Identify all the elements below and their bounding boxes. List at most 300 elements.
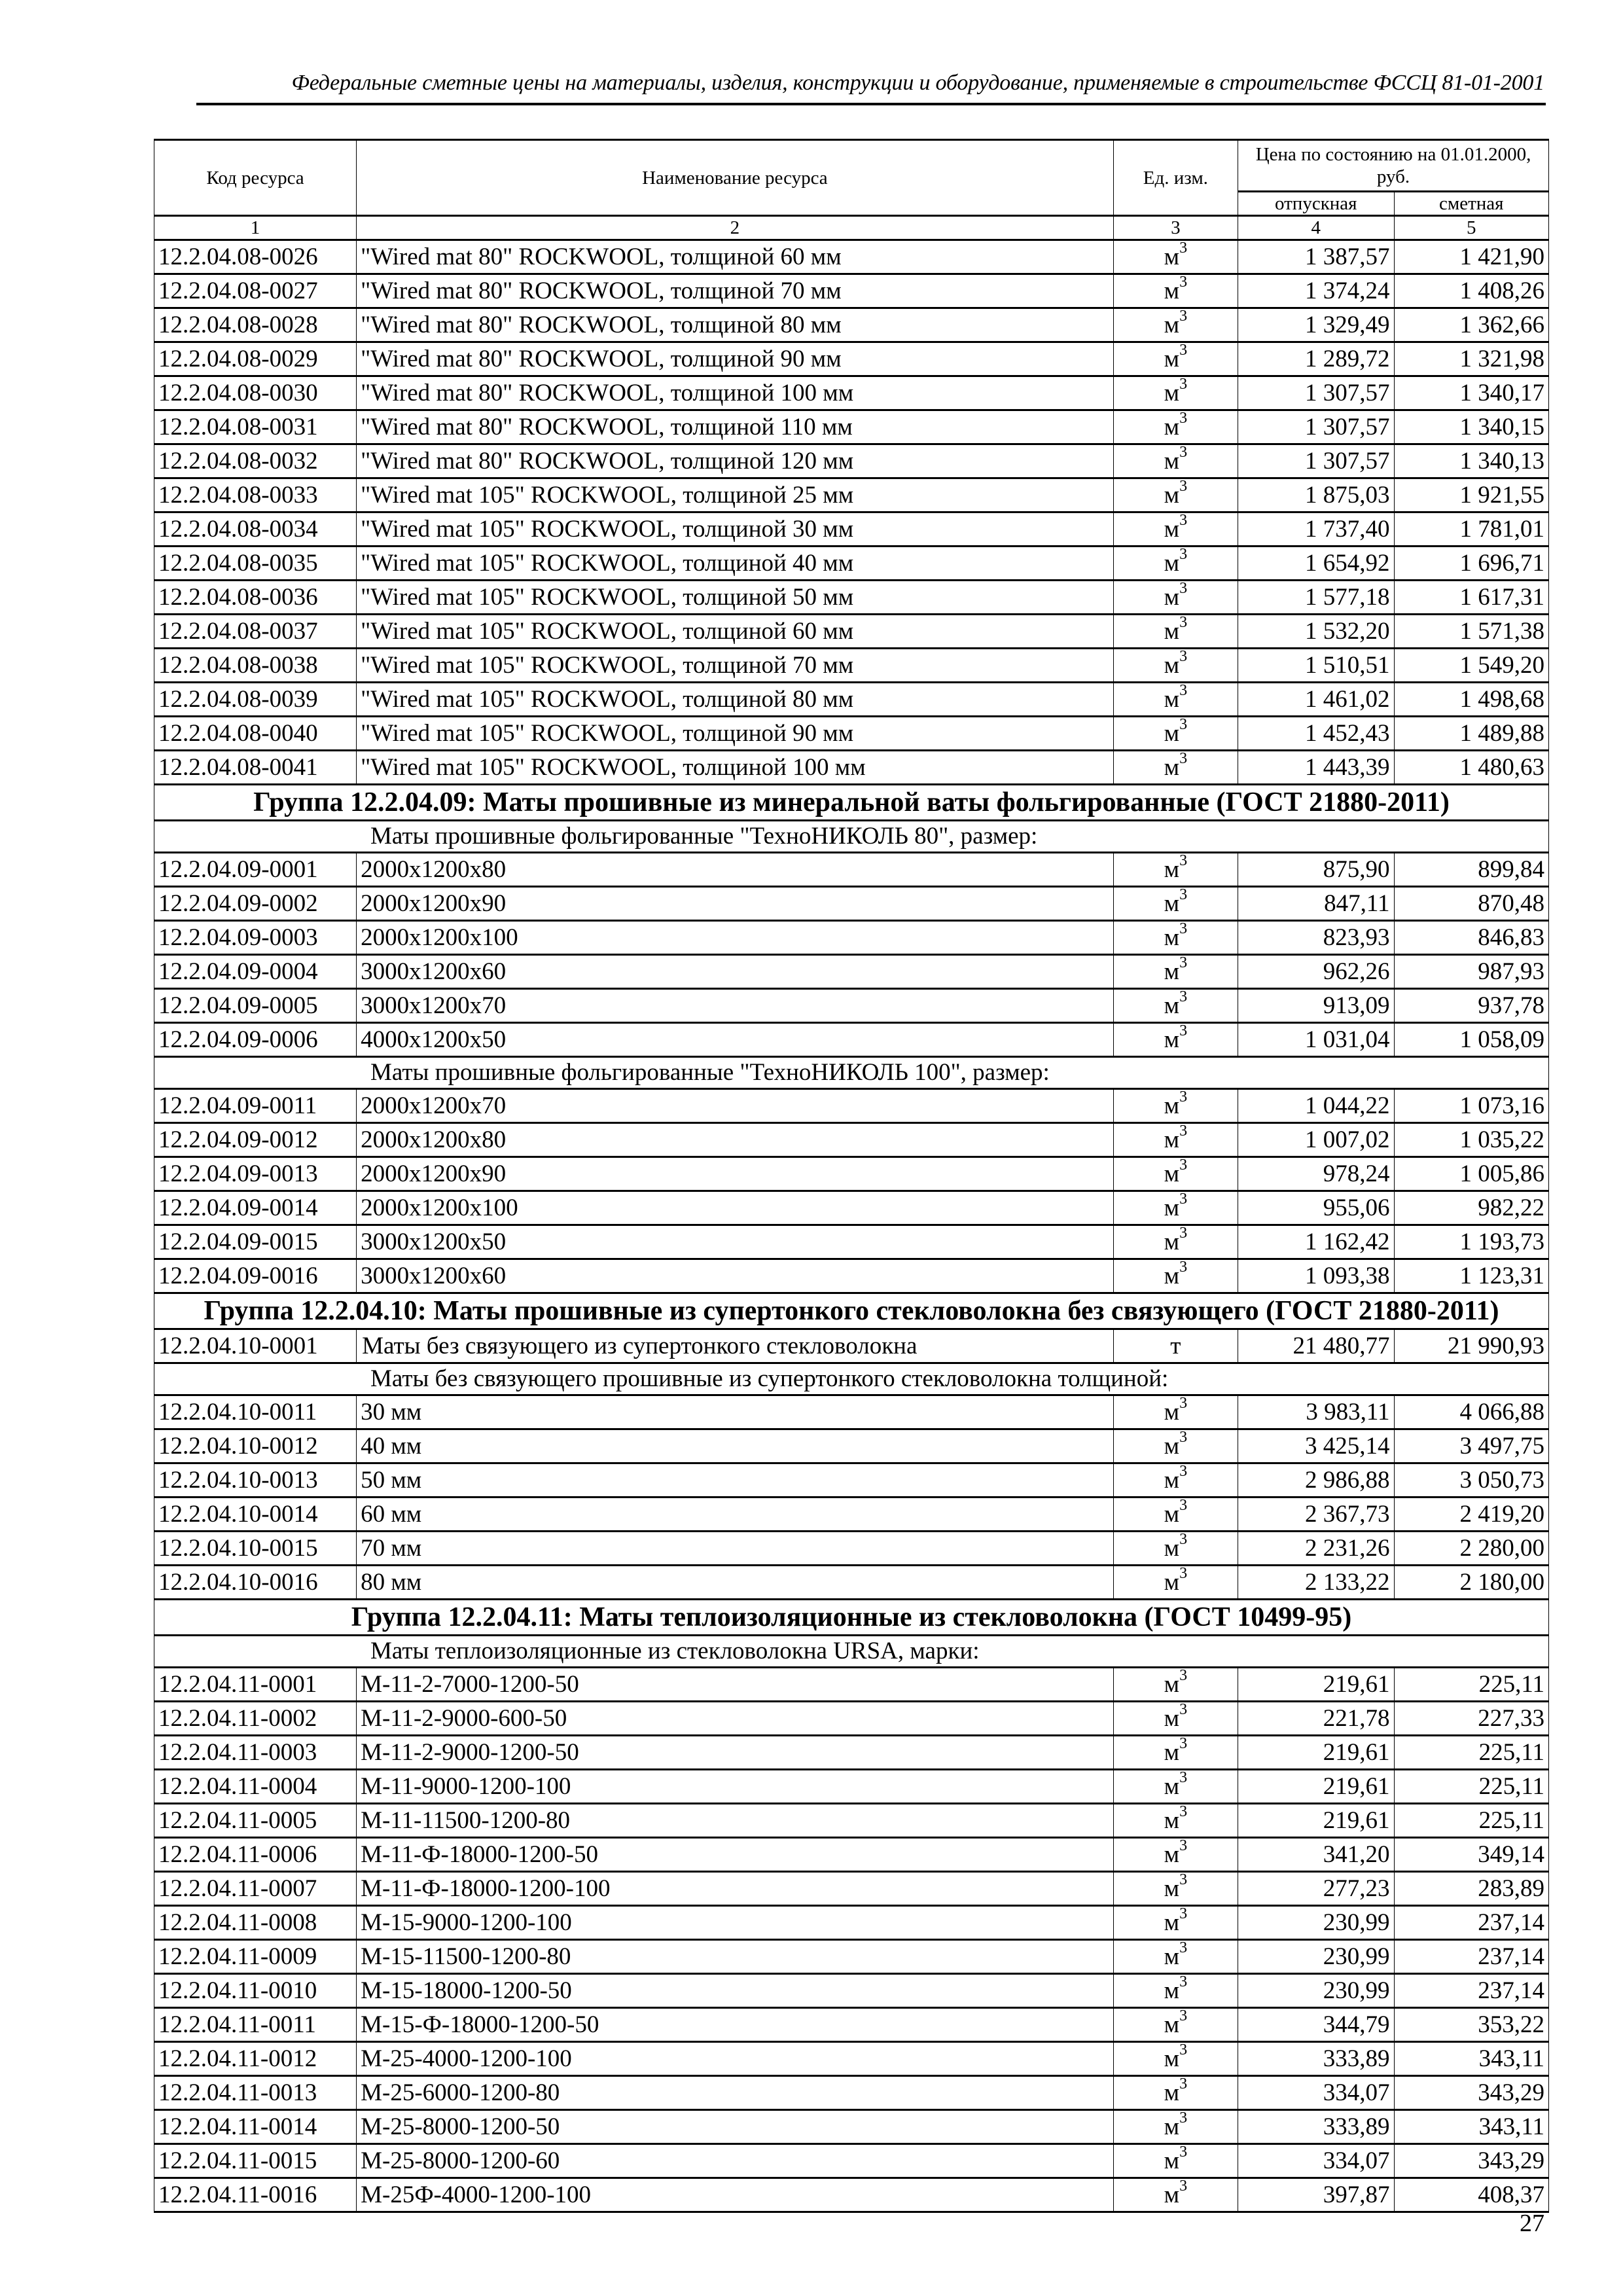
estimate-price: 1 340,13 (1394, 444, 1548, 478)
unit-cell (1113, 1770, 1238, 1804)
estimate-price: 846,83 (1394, 921, 1548, 955)
group-heading-row (154, 1293, 1549, 1329)
column-header-price-group: Цена по состоянию на 01.01.2000, руб. (1238, 140, 1549, 192)
table-row (154, 853, 1549, 887)
table-row (154, 308, 1549, 342)
unit-cell (1113, 342, 1238, 376)
unit-superscript: 3 (1179, 1088, 1188, 1106)
release-price: 1 737,40 (1238, 512, 1394, 547)
table-row (154, 683, 1549, 717)
unit-superscript: 3 (1179, 1701, 1188, 1719)
unit-cell (1113, 2144, 1238, 2178)
estimate-price: 237,14 (1394, 1906, 1548, 1940)
estimate-price: 408,37 (1394, 2178, 1548, 2212)
estimate-price: 227,33 (1394, 1702, 1548, 1736)
resource-code: 12.2.04.09-0012 (154, 1123, 357, 1157)
unit: м (1164, 685, 1180, 713)
resource-name: М-25-8000-1200-60 (357, 2144, 1114, 2178)
column-header-estimate-price: сметная (1394, 192, 1548, 216)
release-price: 219,61 (1238, 1804, 1394, 1838)
unit-cell (1113, 444, 1238, 478)
unit: м (1164, 1840, 1180, 1868)
unit-cell (1113, 1225, 1238, 1259)
unit: м (1164, 1126, 1180, 1153)
estimate-price: 343,29 (1394, 2144, 1548, 2178)
unit-cell (1113, 1498, 1238, 1532)
resource-code: 12.2.04.08-0041 (154, 751, 357, 785)
resource-name: 2000х1200х80 (357, 1123, 1114, 1157)
release-price: 21 480,77 (1238, 1329, 1394, 1363)
group-heading: Группа 12.2.04.09: Маты прошивные из минеральной ваты фольгированные (ГОСТ 21880-2011) (154, 785, 1549, 821)
unit: м (1164, 651, 1180, 679)
unit-superscript: 3 (1179, 1769, 1188, 1787)
column-number-2: 2 (357, 216, 1114, 240)
unit-superscript: 3 (1179, 2075, 1188, 2093)
estimate-price: 2 280,00 (1394, 1532, 1548, 1566)
resource-name: М-11-Ф-18000-1200-100 (357, 1872, 1114, 1906)
release-price: 341,20 (1238, 1838, 1394, 1872)
unit: м (1164, 243, 1180, 270)
resource-code: 12.2.04.08-0032 (154, 444, 357, 478)
resource-name: 2000х1200х100 (357, 921, 1114, 955)
estimate-price: 283,89 (1394, 1872, 1548, 1906)
unit-superscript: 3 (1179, 1667, 1188, 1685)
resource-code: 12.2.04.10-0013 (154, 1463, 357, 1498)
unit-cell (1113, 1872, 1238, 1906)
unit-cell (1113, 1804, 1238, 1838)
unit-cell (1113, 683, 1238, 717)
unit: м (1164, 924, 1180, 951)
estimate-price: 1 696,71 (1394, 547, 1548, 581)
resource-name: 3000х1200х70 (357, 989, 1114, 1023)
unit: м (1164, 2011, 1180, 2038)
resource-code: 12.2.04.09-0011 (154, 1089, 357, 1123)
unit-superscript: 3 (1179, 444, 1188, 461)
release-price: 1 044,22 (1238, 1089, 1394, 1123)
unit: м (1164, 1943, 1180, 1970)
resource-code: 12.2.04.09-0003 (154, 921, 357, 955)
unit: т (1170, 1332, 1181, 1359)
table-row (154, 1463, 1549, 1498)
unit-superscript: 3 (1179, 376, 1188, 393)
price-table (154, 139, 1549, 2213)
table-body (154, 240, 1549, 2212)
release-price: 1 162,42 (1238, 1225, 1394, 1259)
unit-superscript: 3 (1179, 750, 1188, 768)
unit-cell (1113, 410, 1238, 444)
resource-code: 12.2.04.09-0013 (154, 1157, 357, 1191)
unit-cell (1113, 1329, 1238, 1363)
unit-cell (1113, 512, 1238, 547)
unit: м (1164, 2113, 1180, 2140)
table-row (154, 1736, 1549, 1770)
resource-name: "Wired mat 80" ROCKWOOL, толщиной 60 мм (357, 240, 1114, 274)
table-row (154, 1329, 1549, 1363)
unit: м (1164, 1466, 1180, 1494)
unit-cell (1113, 2110, 1238, 2144)
unit: м (1164, 992, 1180, 1019)
unit-superscript: 3 (1179, 1565, 1188, 1583)
resource-code: 12.2.04.09-0002 (154, 887, 357, 921)
resource-code: 12.2.04.11-0012 (154, 2042, 357, 2076)
table-row (154, 1872, 1549, 1906)
estimate-price: 1 005,86 (1394, 1157, 1548, 1191)
table-row (154, 1838, 1549, 1872)
unit-superscript: 3 (1179, 2041, 1188, 2059)
release-price: 875,90 (1238, 853, 1394, 887)
release-price: 1 532,20 (1238, 615, 1394, 649)
table-row (154, 1395, 1549, 1429)
release-price: 2 986,88 (1238, 1463, 1394, 1498)
unit-superscript: 3 (1179, 1259, 1188, 1276)
release-price: 1 510,51 (1238, 649, 1394, 683)
estimate-price: 1 617,31 (1394, 581, 1548, 615)
table-row (154, 2110, 1549, 2144)
column-number-3: 3 (1113, 216, 1238, 240)
resource-code: 12.2.04.09-0004 (154, 955, 357, 989)
resource-code: 12.2.04.08-0040 (154, 717, 357, 751)
resource-name: М-15-9000-1200-100 (357, 1906, 1114, 1940)
unit: м (1164, 617, 1180, 645)
resource-name: "Wired mat 105" ROCKWOOL, толщиной 30 мм (357, 512, 1114, 547)
table-row (154, 1157, 1549, 1191)
table-row (154, 1123, 1549, 1157)
resource-name: "Wired mat 80" ROCKWOOL, толщиной 100 мм (357, 376, 1114, 410)
unit-cell (1113, 1838, 1238, 1872)
unit-cell (1113, 1463, 1238, 1498)
unit-cell (1113, 1023, 1238, 1057)
unit: м (1164, 1160, 1180, 1187)
resource-code: 12.2.04.08-0028 (154, 308, 357, 342)
release-price: 344,79 (1238, 2008, 1394, 2042)
unit-superscript: 3 (1179, 1191, 1188, 1208)
unit: м (1164, 855, 1180, 883)
unit-superscript: 3 (1179, 1122, 1188, 1140)
unit-superscript: 3 (1179, 1429, 1188, 1446)
resource-name: 3000х1200х60 (357, 955, 1114, 989)
estimate-price: 987,93 (1394, 955, 1548, 989)
resource-name: 2000х1200х100 (357, 1191, 1114, 1225)
resource-code: 12.2.04.08-0033 (154, 478, 357, 512)
unit-superscript: 3 (1179, 1225, 1188, 1242)
estimate-price: 1 549,20 (1394, 649, 1548, 683)
estimate-price: 225,11 (1394, 1804, 1548, 1838)
unit-cell (1113, 955, 1238, 989)
table-row (154, 444, 1549, 478)
unit: м (1164, 1194, 1180, 1221)
running-header: Федеральные сметные цены на материалы, изделия, конструкции и оборудование, применяемые в строительстве ФССЦ 81-01-2001 (291, 71, 1544, 95)
estimate-price: 1 193,73 (1394, 1225, 1548, 1259)
resource-name: "Wired mat 105" ROCKWOOL, толщиной 90 мм (357, 717, 1114, 751)
release-price: 333,89 (1238, 2110, 1394, 2144)
release-price: 1 461,02 (1238, 683, 1394, 717)
group-heading-row (154, 1600, 1549, 1636)
resource-code: 12.2.04.08-0026 (154, 240, 357, 274)
unit: м (1164, 1670, 1180, 1698)
group-heading: Группа 12.2.04.10: Маты прошивные из супертонкого стекловолокна без связующего (ГОСТ 21880-2011) (154, 1293, 1549, 1329)
release-price: 333,89 (1238, 2042, 1394, 2076)
resource-code: 12.2.04.08-0030 (154, 376, 357, 410)
table-row (154, 1089, 1549, 1123)
resource-code: 12.2.04.11-0005 (154, 1804, 357, 1838)
unit-superscript: 3 (1179, 1531, 1188, 1549)
unit: м (1164, 1500, 1180, 1528)
table-row (154, 1804, 1549, 1838)
table-row (154, 342, 1549, 376)
estimate-price: 937,78 (1394, 989, 1548, 1023)
table-row (154, 649, 1549, 683)
unit-cell (1113, 649, 1238, 683)
estimate-price: 1 489,88 (1394, 717, 1548, 751)
resource-code: 12.2.04.08-0029 (154, 342, 357, 376)
release-price: 1 307,57 (1238, 444, 1394, 478)
estimate-price: 2 180,00 (1394, 1566, 1548, 1600)
unit: м (1164, 1909, 1180, 1936)
unit-cell (1113, 1566, 1238, 1600)
subgroup-heading: Маты прошивные фольгированные "ТехноНИКОЛЬ 100", размер: (154, 1057, 1549, 1089)
unit-superscript: 3 (1179, 2109, 1188, 2127)
resource-name: М-11-2-9000-600-50 (357, 1702, 1114, 1736)
unit-superscript: 3 (1179, 2007, 1188, 2025)
unit: м (1164, 1806, 1180, 1834)
estimate-price: 225,11 (1394, 1736, 1548, 1770)
resource-name: 3000х1200х60 (357, 1259, 1114, 1293)
unit-superscript: 3 (1179, 1803, 1188, 1821)
unit-cell (1113, 376, 1238, 410)
unit-superscript: 3 (1179, 1497, 1188, 1515)
table-row (154, 2144, 1549, 2178)
unit-cell (1113, 1906, 1238, 1940)
table-row (154, 2042, 1549, 2076)
table-row (154, 1191, 1549, 1225)
table-row (154, 581, 1549, 615)
unit-superscript: 3 (1179, 1905, 1188, 1923)
unit-superscript: 3 (1179, 954, 1188, 972)
unit: м (1164, 447, 1180, 475)
column-header-code: Код ресурса (154, 140, 357, 216)
unit-cell (1113, 308, 1238, 342)
resource-code: 12.2.04.08-0037 (154, 615, 357, 649)
release-price: 221,78 (1238, 1702, 1394, 1736)
release-price: 277,23 (1238, 1872, 1394, 1906)
release-price: 955,06 (1238, 1191, 1394, 1225)
unit-superscript: 3 (1179, 1022, 1188, 1040)
unit: м (1164, 1262, 1180, 1289)
table-row (154, 615, 1549, 649)
resource-name: М-11-2-7000-1200-50 (357, 1668, 1114, 1702)
unit-cell (1113, 989, 1238, 1023)
resource-name: "Wired mat 105" ROCKWOOL, толщиной 100 мм (357, 751, 1114, 785)
release-price: 847,11 (1238, 887, 1394, 921)
column-header-unit: Ед. изм. (1113, 140, 1238, 216)
table-row (154, 1225, 1549, 1259)
resource-code: 12.2.04.10-0001 (154, 1329, 357, 1363)
unit: м (1164, 1534, 1180, 1562)
unit: м (1164, 379, 1180, 406)
table-row (154, 1668, 1549, 1702)
estimate-price: 2 419,20 (1394, 1498, 1548, 1532)
unit: м (1164, 1092, 1180, 1119)
resource-name: 2000х1200х80 (357, 853, 1114, 887)
unit-cell (1113, 2178, 1238, 2212)
unit: м (1164, 1568, 1180, 1596)
resource-code: 12.2.04.11-0009 (154, 1940, 357, 1974)
unit-cell (1113, 1532, 1238, 1566)
release-price: 1 374,24 (1238, 274, 1394, 308)
unit-superscript: 3 (1179, 1973, 1188, 1991)
resource-name: М-15-18000-1200-50 (357, 1974, 1114, 2008)
subgroup-heading: Маты прошивные фольгированные "ТехноНИКОЛЬ 80", размер: (154, 821, 1549, 853)
release-price: 219,61 (1238, 1770, 1394, 1804)
release-price: 219,61 (1238, 1668, 1394, 1702)
estimate-price: 21 990,93 (1394, 1329, 1548, 1363)
unit: м (1164, 2079, 1180, 2106)
unit: м (1164, 2181, 1180, 2208)
unit-superscript: 3 (1179, 580, 1188, 598)
unit-superscript: 3 (1179, 920, 1188, 938)
unit-cell (1113, 240, 1238, 274)
table-row (154, 512, 1549, 547)
resource-code: 12.2.04.09-0016 (154, 1259, 357, 1293)
release-price: 1 093,38 (1238, 1259, 1394, 1293)
release-price: 1 875,03 (1238, 478, 1394, 512)
table-row (154, 1702, 1549, 1736)
resource-name: "Wired mat 80" ROCKWOOL, толщиной 80 мм (357, 308, 1114, 342)
release-price: 230,99 (1238, 1940, 1394, 1974)
estimate-price: 1 340,15 (1394, 410, 1548, 444)
estimate-price: 1 073,16 (1394, 1089, 1548, 1123)
table-row (154, 955, 1549, 989)
subgroup-heading-row (154, 1363, 1549, 1395)
estimate-price: 237,14 (1394, 1940, 1548, 1974)
subgroup-heading-row (154, 821, 1549, 853)
estimate-price: 3 050,73 (1394, 1463, 1548, 1498)
column-header-name: Наименование ресурса (357, 140, 1114, 216)
unit-superscript: 3 (1179, 886, 1188, 904)
release-price: 1 452,43 (1238, 717, 1394, 751)
resource-name: 50 мм (357, 1463, 1114, 1498)
resource-code: 12.2.04.10-0011 (154, 1395, 357, 1429)
unit-cell (1113, 921, 1238, 955)
unit: м (1164, 311, 1180, 338)
release-price: 2 231,26 (1238, 1532, 1394, 1566)
resource-code: 12.2.04.11-0011 (154, 2008, 357, 2042)
header-rule (196, 103, 1546, 105)
estimate-price: 1 058,09 (1394, 1023, 1548, 1057)
unit-cell (1113, 853, 1238, 887)
table-row (154, 2076, 1549, 2110)
estimate-price: 343,11 (1394, 2042, 1548, 2076)
release-price: 913,09 (1238, 989, 1394, 1023)
resource-name: "Wired mat 105" ROCKWOOL, толщиной 50 мм (357, 581, 1114, 615)
unit-cell (1113, 2076, 1238, 2110)
unit-superscript: 3 (1179, 308, 1188, 325)
group-heading-row (154, 785, 1549, 821)
unit-cell (1113, 478, 1238, 512)
estimate-price: 343,29 (1394, 2076, 1548, 2110)
table-row (154, 547, 1549, 581)
unit-cell (1113, 1191, 1238, 1225)
unit-cell (1113, 1940, 1238, 1974)
subgroup-heading-row (154, 1057, 1549, 1089)
table-row (154, 1974, 1549, 2008)
unit: м (1164, 1398, 1180, 1426)
resource-code: 12.2.04.11-0003 (154, 1736, 357, 1770)
resource-name: "Wired mat 80" ROCKWOOL, толщиной 110 мм (357, 410, 1114, 444)
column-header-release-price: отпускная (1238, 192, 1394, 216)
release-price: 1 443,39 (1238, 751, 1394, 785)
release-price: 1 387,57 (1238, 240, 1394, 274)
unit-cell (1113, 887, 1238, 921)
unit: м (1164, 345, 1180, 372)
subgroup-heading: Маты без связующего прошивные из супертонкого стекловолокна толщиной: (154, 1363, 1549, 1395)
unit: м (1164, 1432, 1180, 1460)
unit: м (1164, 2147, 1180, 2174)
estimate-price: 1 571,38 (1394, 615, 1548, 649)
resource-name: "Wired mat 105" ROCKWOOL, толщиной 70 мм (357, 649, 1114, 683)
resource-name: М-11-Ф-18000-1200-50 (357, 1838, 1114, 1872)
table-row (154, 1566, 1549, 1600)
estimate-price: 1 421,90 (1394, 240, 1548, 274)
unit: м (1164, 889, 1180, 917)
unit: м (1164, 958, 1180, 985)
resource-code: 12.2.04.11-0001 (154, 1668, 357, 1702)
unit: м (1164, 549, 1180, 577)
unit-cell (1113, 717, 1238, 751)
resource-code: 12.2.04.08-0039 (154, 683, 357, 717)
unit: м (1164, 1026, 1180, 1053)
unit-cell (1113, 547, 1238, 581)
unit: м (1164, 481, 1180, 509)
resource-code: 12.2.04.08-0027 (154, 274, 357, 308)
unit-superscript: 3 (1179, 2178, 1188, 2195)
unit-superscript: 3 (1179, 716, 1188, 734)
estimate-price: 1 408,26 (1394, 274, 1548, 308)
table-row (154, 887, 1549, 921)
unit-cell (1113, 1395, 1238, 1429)
estimate-price: 1 321,98 (1394, 342, 1548, 376)
resource-code: 12.2.04.08-0031 (154, 410, 357, 444)
page-number: 27 (1520, 2210, 1544, 2237)
table-row (154, 1906, 1549, 1940)
resource-code: 12.2.04.11-0013 (154, 2076, 357, 2110)
table-row (154, 1498, 1549, 1532)
table-row (154, 921, 1549, 955)
subgroup-heading: Маты теплоизоляционные из стекловолокна URSA, марки: (154, 1636, 1549, 1668)
estimate-price: 899,84 (1394, 853, 1548, 887)
resource-name: "Wired mat 105" ROCKWOOL, толщиной 40 мм (357, 547, 1114, 581)
table-row (154, 717, 1549, 751)
unit-cell (1113, 1668, 1238, 1702)
release-price: 230,99 (1238, 1906, 1394, 1940)
unit-superscript: 3 (1179, 546, 1188, 564)
unit-superscript: 3 (1179, 2144, 1188, 2161)
estimate-price: 1 921,55 (1394, 478, 1548, 512)
release-price: 1 654,92 (1238, 547, 1394, 581)
estimate-price: 1 781,01 (1394, 512, 1548, 547)
resource-name: 2000х1200х70 (357, 1089, 1114, 1123)
resource-code: 12.2.04.08-0036 (154, 581, 357, 615)
resource-name: 3000х1200х50 (357, 1225, 1114, 1259)
release-price: 1 577,18 (1238, 581, 1394, 615)
unit: м (1164, 2045, 1180, 2072)
unit-superscript: 3 (1179, 1395, 1188, 1412)
release-price: 3 425,14 (1238, 1429, 1394, 1463)
resource-name: 40 мм (357, 1429, 1114, 1463)
unit-superscript: 3 (1179, 682, 1188, 700)
resource-code: 12.2.04.09-0005 (154, 989, 357, 1023)
unit-cell (1113, 1259, 1238, 1293)
